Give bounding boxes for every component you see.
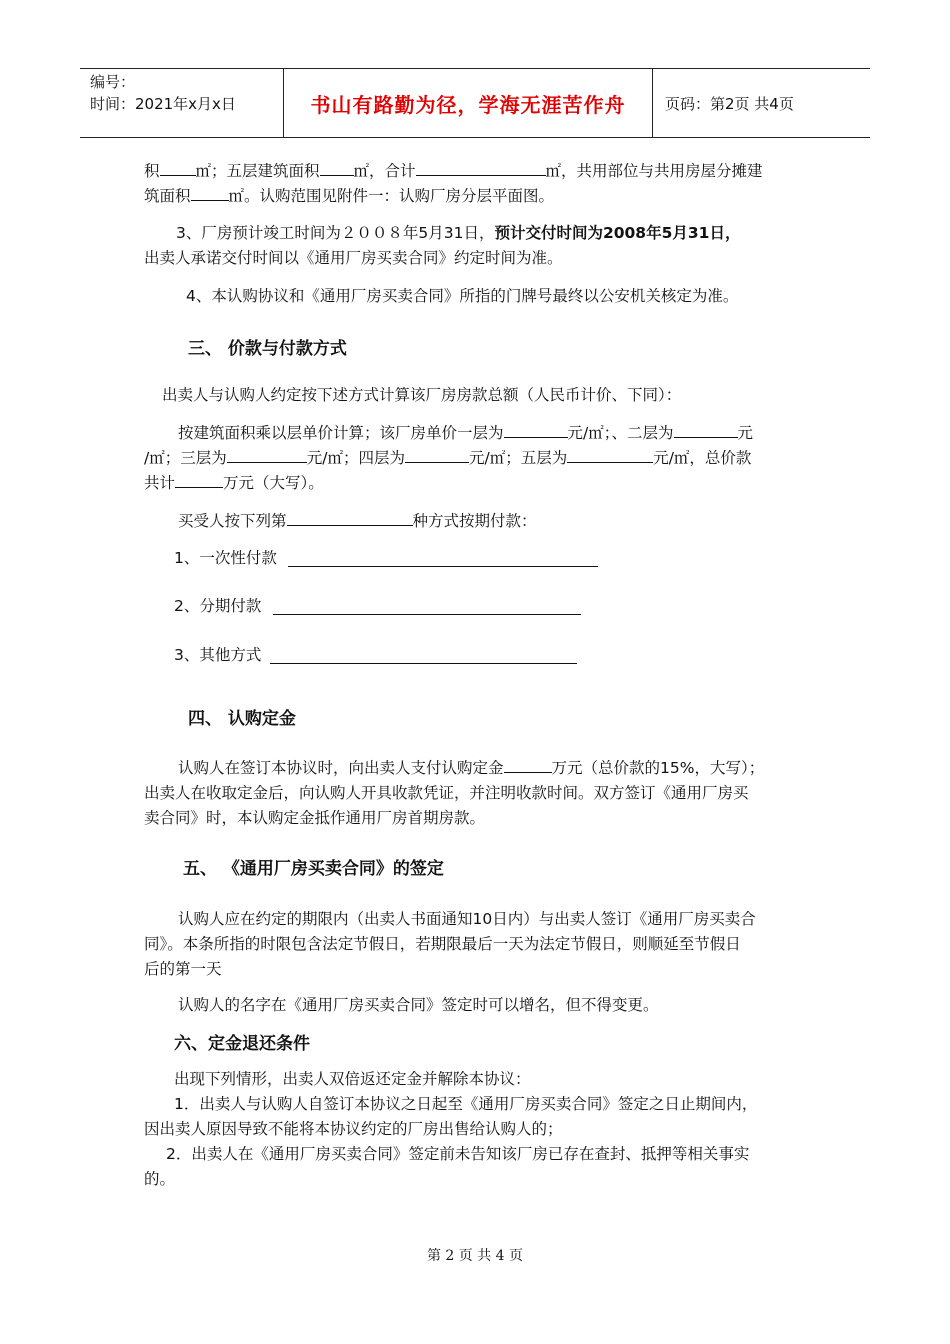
paragraph-deposit-line-1: 认购人在签订本协议时，向出卖人支付认购定金 万元（总价款的15%，大写）； bbox=[178, 759, 765, 777]
refund-item-1-line-1: 1．出卖人与认购人自签订本协议之日起至《通用厂房买卖合同》签定之日止期间内， bbox=[174, 1095, 758, 1113]
fill-line bbox=[273, 614, 581, 615]
payment-option-2: 2、分期付款 bbox=[174, 597, 262, 615]
fill-blank bbox=[175, 472, 223, 488]
paragraph-name-change: 认购人的名字在《通用厂房买卖合同》签定时可以增名，但不得变更。 bbox=[178, 996, 659, 1014]
fill-blank bbox=[416, 160, 546, 176]
fill-blank bbox=[227, 447, 307, 463]
paragraph-unit-price-line-1: 按建筑面积乘以层单价计算；该厂房单价一层为 元/㎡；、二层为 元 bbox=[178, 424, 754, 442]
fill-blank bbox=[287, 510, 413, 526]
payment-option-1: 1、一次性付款 bbox=[174, 549, 277, 567]
section-5-title: 五、 《通用厂房买卖合同》的签定 bbox=[183, 859, 444, 879]
paragraph-door-number: 4、本认购协议和《通用厂房买卖合同》所指的门牌号最终以公安机关核定为准。 bbox=[186, 287, 739, 305]
fill-line bbox=[288, 566, 598, 567]
fill-blank bbox=[320, 160, 354, 176]
fill-blank bbox=[191, 185, 229, 201]
paragraph-area-line-2: 筑面积 ㎡。认购范围见附件一：认购厂房分层平面图。 bbox=[144, 187, 555, 205]
page-header bbox=[80, 68, 870, 138]
paragraph-payment-method: 买受人按下列第 种方式按期付款： bbox=[178, 512, 537, 530]
paragraph-signing-line-1: 认购人应在约定的期限内（出卖人书面通知10日内）与出卖人签订《通用厂房买卖合 bbox=[178, 910, 756, 928]
section-6-title: 六、定金退还条件 bbox=[174, 1034, 310, 1054]
document-number-label: 编号： bbox=[90, 73, 136, 91]
section-3-title: 三、 价款与付款方式 bbox=[188, 339, 347, 359]
fill-blank bbox=[504, 757, 552, 773]
fill-line bbox=[270, 663, 577, 664]
fill-blank bbox=[405, 447, 469, 463]
paragraph-deposit-line-2: 出卖人在收取定金后，向认购人开具收款凭证，并注明收款时间。双方签订《通用厂房买 bbox=[144, 784, 749, 802]
paragraph-signing-line-2: 同》。本条所指的时限包含法定节假日，若期限最后一天为法定节假日，则顺延至节假日 bbox=[144, 935, 741, 953]
header-slogan: 书山有路勤为径，学海无涯苦作舟 bbox=[283, 69, 653, 137]
header-page-number: 页码：第2页 共4页 bbox=[665, 94, 794, 113]
paragraph-price-intro: 出卖人与认购人约定按下述方式计算该厂房房款总额（人民币计价、下同）： bbox=[162, 386, 682, 404]
header-meta bbox=[80, 69, 283, 137]
paragraph-completion-line-1: 3、厂房预计竣工时间为２００８年5月31日，预计交付时间为2008年5月31日， bbox=[176, 224, 741, 242]
document-time-label: 时间：2021年x月x日 bbox=[90, 95, 236, 113]
refund-item-2-line-2: 的。 bbox=[144, 1170, 176, 1188]
paragraph-completion-line-2: 出卖人承诺交付时间以《通用厂房买卖合同》约定时间为准。 bbox=[144, 249, 563, 267]
fill-blank bbox=[674, 422, 738, 438]
fill-blank bbox=[504, 422, 568, 438]
payment-option-3: 3、其他方式 bbox=[174, 646, 262, 664]
refund-item-2-line-1: 2．出卖人在《通用厂房买卖合同》签定前未告知该厂房已存在查封、抵押等相关事实 bbox=[166, 1145, 750, 1163]
fill-blank bbox=[567, 447, 653, 463]
paragraph-unit-price-line-3: 共计 万元（大写）。 bbox=[144, 474, 324, 492]
section-4-title: 四、 认购定金 bbox=[188, 709, 296, 729]
paragraph-area-line-1: 积 ㎡；五层建筑面积 ㎡，合计 ㎡，共用部位与共用房屋分摊建 bbox=[144, 162, 763, 180]
page-footer: 第 2 页 共 4 页 bbox=[426, 1248, 524, 1264]
paragraph-unit-price-line-2: /㎡；三层为 元/㎡；四层为 元/㎡；五层为 元/㎡，总价款 bbox=[144, 449, 752, 467]
paragraph-refund-intro: 出现下列情形，出卖人双倍返还定金并解除本协议： bbox=[174, 1070, 531, 1088]
paragraph-signing-line-3: 后的第一天 bbox=[144, 960, 222, 978]
fill-blank bbox=[160, 160, 196, 176]
paragraph-deposit-line-3: 卖合同》时，本认购定金抵作通用厂房首期房款。 bbox=[144, 809, 486, 827]
refund-item-1-line-2: 因出卖人原因导致不能将本协议约定的厂房出售给认购人的； bbox=[144, 1120, 563, 1138]
